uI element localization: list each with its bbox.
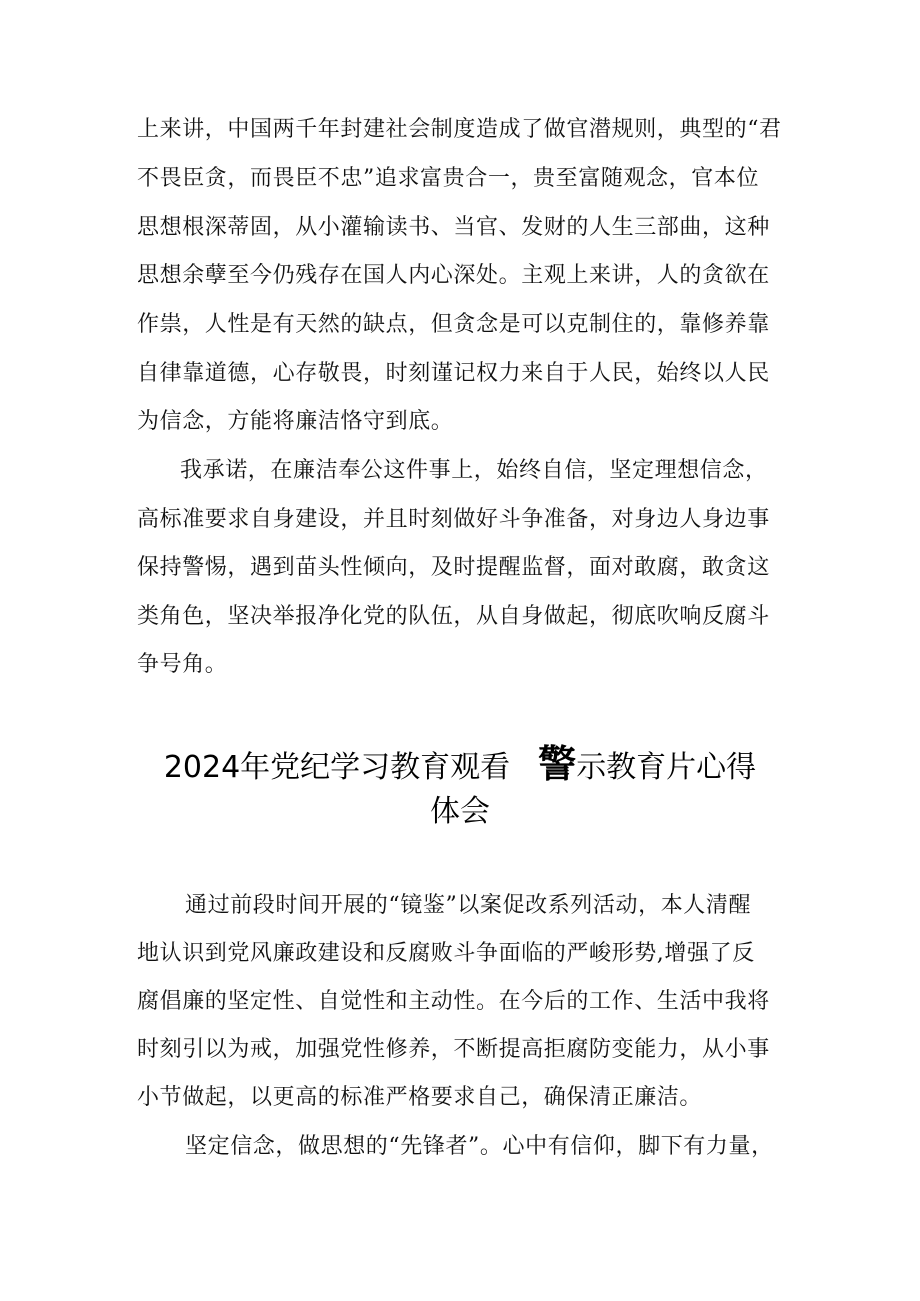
- paragraph-line: 作祟，人性是有天然的缺点，但贪念是可以克制住的，靠修养靠: [137, 312, 770, 337]
- paragraph-line: 地认识到党风廉政建设和反腐败斗争面临的严峻形势,增强了反: [137, 941, 755, 966]
- paragraph-line: 类角色，坚决举报净化党的队伍，从自身做起，彻底吹响反腐斗: [137, 604, 770, 629]
- paragraph-line: 坚定信念，做思想的“先锋者”。心中有信仰，脚下有力量，: [185, 1134, 774, 1159]
- paragraph-line: 腐倡廉的坚定性、自觉性和主动性。在今后的工作、生活中我将: [137, 989, 770, 1014]
- section-heading-line2: 体会: [430, 794, 490, 829]
- paragraph-line: 时刻引以为戒，加强党性修养，不断提高拒腐防变能力，从小事: [137, 1037, 770, 1062]
- paragraph-line: 思想余孽至今仍残存在国人内心深处。主观上来讲，人的贪欲在: [137, 263, 770, 288]
- paragraph-line: 自律靠道德，心存敬畏，时刻谨记权力来自于人民，始终以人民: [137, 361, 770, 386]
- paragraph-line: 保持警惕，遇到苗头性倾向，及时提醒监督，面对敢腐，敢贪这: [137, 555, 770, 580]
- paragraph-line: 高标准要求自身建设，并且时刻做好斗争准备，对身边人身边事: [137, 507, 770, 532]
- section-heading: [100, 744, 820, 788]
- paragraph-line: 通过前段时间开展的“镜鉴”以案促改系列活动，本人清醒: [185, 893, 752, 918]
- paragraph-line: 上来讲，中国两千年封建社会制度造成了做官潜规则，典型的“君: [137, 117, 782, 142]
- paragraph-line: 争号角。: [137, 652, 228, 677]
- heading-text: 2024年党纪学习教育观看: [163, 750, 511, 785]
- paragraph-line: 小节做起，以更高的标准严格要求自己，确保清正廉洁。: [137, 1085, 703, 1110]
- paragraph-line: 我承诺，在廉洁奉公这件事上，始终自信，坚定理想信念，: [180, 458, 768, 483]
- paragraph-line: 为信念，方能将廉洁恪守到底。: [137, 409, 454, 434]
- heading-text: 示教育片心得: [576, 750, 757, 785]
- heading-text-large: 警: [538, 742, 577, 786]
- paragraph-line: 不畏臣贪，而畏臣不忠”追求富贵合一，贵至富随观念，官本位: [137, 166, 760, 191]
- paragraph-line: 思想根深蒂固，从小灌输读书、当官、发财的人生三部曲，这种: [137, 215, 770, 240]
